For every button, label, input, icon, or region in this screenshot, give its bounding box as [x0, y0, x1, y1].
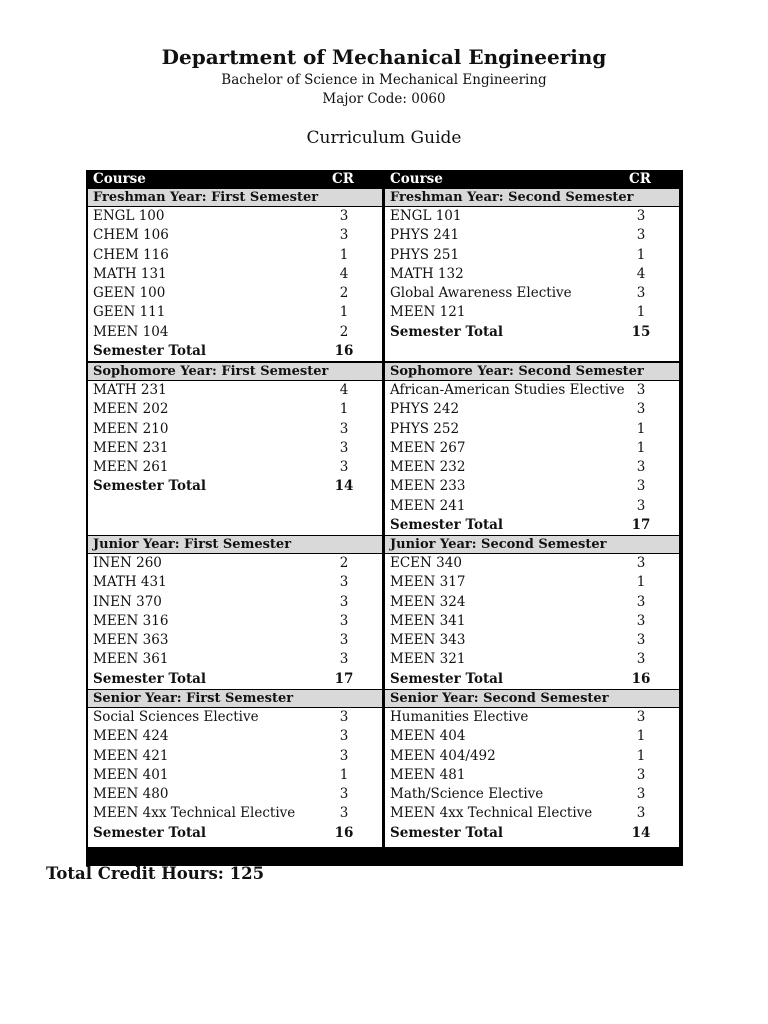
course-row: [385, 631, 679, 650]
course-row: [88, 439, 382, 458]
course-name: MEEN 401: [93, 766, 169, 783]
course-name: MEEN 404: [390, 728, 466, 745]
semester-total-row: [385, 516, 679, 535]
course-name: MEEN 321: [390, 651, 466, 668]
course-credits: 2: [339, 285, 349, 302]
course-row: [88, 303, 382, 322]
course-row: [385, 246, 679, 265]
course-row: [88, 573, 382, 592]
semester-total-value: 16: [334, 824, 354, 841]
semester-title: Freshman Year: First Semester: [88, 189, 382, 207]
semester-block: [385, 189, 679, 361]
course-row: [385, 400, 679, 419]
course-name: Social Sciences Elective: [93, 709, 259, 725]
semester-total-label: Semester Total: [93, 343, 207, 360]
semester-block: [88, 363, 382, 535]
course-name: African-American Studies Elective: [390, 382, 625, 398]
course-credits: 3: [339, 459, 349, 476]
course-credits: 3: [339, 439, 349, 456]
course-row: [385, 284, 679, 303]
course-name: MEEN 480: [93, 786, 169, 803]
semester-block: [88, 189, 382, 361]
course-credits: 3: [339, 805, 349, 822]
semester-total-label: Semester Total: [390, 323, 504, 340]
course-name: Humanities Elective: [390, 709, 529, 725]
right-column: [385, 170, 679, 841]
course-name: MEEN 481: [390, 766, 466, 783]
course-credits: 3: [636, 612, 646, 629]
course-credits: 2: [339, 323, 349, 340]
course-credits: 1: [636, 246, 646, 263]
course-name: MEEN 232: [390, 459, 466, 476]
course-credits: 3: [636, 766, 646, 783]
course-credits: 1: [339, 401, 349, 418]
department-title: Department of Mechanical Engineering: [161, 45, 607, 69]
course-name: INEN 260: [93, 555, 162, 571]
course-credits: 1: [636, 439, 646, 456]
course-row: [385, 554, 679, 573]
course-name: MATH 131: [93, 265, 167, 282]
course-name: PHYS 241: [390, 227, 460, 244]
right-column-header: [385, 170, 679, 188]
semester-block: [88, 536, 382, 689]
semester-block: [385, 536, 679, 689]
course-credits: 2: [339, 555, 349, 571]
semester-total-value: 16: [631, 670, 651, 687]
course-row: [88, 554, 382, 573]
course-credits: 3: [636, 805, 646, 822]
course-name: MEEN 231: [93, 439, 169, 456]
course-row: [88, 265, 382, 284]
semester-total-label: Semester Total: [93, 824, 207, 841]
semester-title: Junior Year: First Semester: [88, 536, 382, 554]
course-row: [88, 246, 382, 265]
course-name: ECEN 340: [390, 555, 462, 571]
course-name: CHEM 106: [93, 227, 169, 244]
course-row: [385, 804, 679, 823]
course-credits: 1: [339, 304, 349, 321]
course-name: MEEN 267: [390, 439, 466, 456]
course-credits: 3: [636, 227, 646, 244]
course-name: MEEN 324: [390, 593, 466, 610]
course-name: MEEN 317: [390, 574, 466, 591]
course-row: [385, 420, 679, 439]
semester-block: [385, 363, 679, 535]
course-credits: 4: [339, 265, 349, 282]
course-row: [88, 650, 382, 669]
course-row: [88, 785, 382, 804]
course-credits: 1: [339, 766, 349, 783]
course-name: MEEN 104: [93, 323, 169, 340]
course-credits: 3: [636, 401, 646, 418]
course-credits: 3: [339, 786, 349, 803]
course-credits: 3: [339, 208, 349, 224]
course-name: MATH 431: [93, 574, 167, 591]
left-column-header: [88, 170, 382, 188]
course-name: MEEN 4xx Technical Elective: [93, 805, 296, 822]
semester-total-row: [385, 670, 679, 689]
course-name: MATH 132: [390, 265, 464, 282]
semester-title: Senior Year: Second Semester: [385, 690, 679, 708]
course-name: Math/Science Elective: [390, 786, 544, 803]
course-credits: 1: [636, 728, 646, 745]
semester-total-row: [385, 323, 679, 342]
curriculum-table: [86, 170, 683, 866]
semester-total-label: Semester Total: [93, 478, 207, 495]
major-code: Major Code: 0060: [322, 91, 446, 107]
course-row: [385, 265, 679, 284]
course-row: [385, 727, 679, 746]
course-credits: 3: [636, 497, 646, 514]
course-row: [88, 727, 382, 746]
course-row: [88, 207, 382, 226]
course-row: [88, 284, 382, 303]
course-name: MEEN 404/492: [390, 747, 496, 764]
course-name: MEEN 316: [93, 612, 169, 629]
course-row: [385, 477, 679, 496]
semester-total-row: [88, 477, 382, 496]
course-credits: 3: [339, 709, 349, 725]
course-credits: 3: [339, 728, 349, 745]
course-row: [385, 708, 679, 727]
course-row: [88, 323, 382, 342]
semester-total-label: Semester Total: [390, 824, 504, 841]
course-row: [385, 650, 679, 669]
semester-total-value: 14: [334, 478, 354, 495]
semester-title: Freshman Year: Second Semester: [385, 189, 679, 207]
degree-subtitle: Bachelor of Science in Mechanical Engineering: [221, 72, 547, 88]
course-row: [385, 573, 679, 592]
course-name: ENGL 101: [390, 208, 462, 224]
course-credits: 3: [339, 420, 349, 437]
course-row: [88, 804, 382, 823]
course-column-label: Course: [390, 171, 443, 187]
course-name: MEEN 341: [390, 612, 466, 629]
course-row: [385, 303, 679, 322]
course-row: [385, 747, 679, 766]
course-credits: 3: [636, 593, 646, 610]
course-row: [88, 593, 382, 612]
course-row: [88, 766, 382, 785]
course-name: PHYS 242: [390, 401, 460, 418]
course-credits: 3: [636, 208, 646, 224]
course-name: MEEN 421: [93, 747, 169, 764]
semester-total-row: [385, 824, 679, 843]
semester-total-value: 14: [631, 824, 651, 841]
course-credits: 3: [636, 786, 646, 803]
course-credits: 3: [339, 574, 349, 591]
course-credits: 4: [636, 265, 646, 282]
cr-column-label: CR: [629, 171, 651, 187]
course-credits: 3: [636, 478, 646, 495]
semester-total-value: 15: [631, 323, 651, 340]
semester-total-label: Semester Total: [390, 670, 504, 687]
course-credits: 3: [636, 382, 646, 398]
course-name: MEEN 343: [390, 632, 466, 649]
course-row: [385, 612, 679, 631]
course-name: MEEN 363: [93, 632, 169, 649]
course-credits: 1: [636, 747, 646, 764]
course-row: [385, 226, 679, 245]
semester-title: Sophomore Year: First Semester: [88, 363, 382, 381]
course-name: MEEN 424: [93, 728, 169, 745]
semester-title: Sophomore Year: Second Semester: [385, 363, 679, 381]
course-credits: 1: [636, 420, 646, 437]
course-row: [88, 458, 382, 477]
curriculum-guide-title: Curriculum Guide: [306, 128, 462, 148]
semester-total-value: 16: [334, 343, 354, 360]
course-row: [385, 207, 679, 226]
course-credits: 3: [339, 747, 349, 764]
semester-total-label: Semester Total: [93, 670, 207, 687]
semester-block: [385, 690, 679, 847]
course-row: [385, 439, 679, 458]
course-row: [88, 400, 382, 419]
course-credits: 3: [636, 285, 646, 302]
semester-total-value: 17: [334, 670, 354, 687]
cr-column-label: CR: [332, 171, 354, 187]
course-name: MEEN 361: [93, 651, 169, 668]
course-credits: 3: [636, 632, 646, 649]
course-name: PHYS 252: [390, 420, 460, 437]
course-row: [88, 747, 382, 766]
course-name: MEEN 261: [93, 459, 169, 476]
semester-block: [88, 690, 382, 847]
course-name: INEN 370: [93, 593, 162, 610]
left-column: [88, 170, 382, 841]
course-name: MEEN 121: [390, 304, 466, 321]
semester-total-label: Semester Total: [390, 517, 504, 534]
course-row: [88, 708, 382, 727]
course-credits: 4: [339, 382, 349, 398]
course-name: MEEN 233: [390, 478, 466, 495]
course-credits: 1: [636, 574, 646, 591]
semester-total-row: [88, 670, 382, 689]
course-name: MEEN 4xx Technical Elective: [390, 805, 593, 822]
semester-title: Junior Year: Second Semester: [385, 536, 679, 554]
course-credits: 1: [339, 246, 349, 263]
course-row: [88, 381, 382, 400]
course-row: [385, 381, 679, 400]
course-credits: 3: [636, 459, 646, 476]
course-name: MEEN 202: [93, 401, 169, 418]
course-name: Global Awareness Elective: [390, 285, 572, 302]
course-name: GEEN 111: [93, 304, 166, 321]
course-row: [385, 593, 679, 612]
course-name: GEEN 100: [93, 285, 166, 302]
course-row: [88, 226, 382, 245]
course-credits: 3: [339, 612, 349, 629]
course-column-label: Course: [93, 171, 146, 187]
course-credits: 3: [339, 593, 349, 610]
course-name: MEEN 210: [93, 420, 169, 437]
course-name: ENGL 100: [93, 208, 165, 224]
semester-title: Senior Year: First Semester: [88, 690, 382, 708]
course-credits: 1: [636, 304, 646, 321]
course-credits: 3: [636, 651, 646, 668]
course-credits: 3: [636, 709, 646, 725]
semester-total-row: [88, 824, 382, 843]
course-row: [385, 497, 679, 516]
course-row: [88, 420, 382, 439]
course-credits: 3: [339, 651, 349, 668]
course-row: [88, 612, 382, 631]
semester-total-value: 17: [631, 517, 651, 534]
course-credits: 3: [636, 555, 646, 571]
semester-total-row: [88, 342, 382, 361]
course-name: CHEM 116: [93, 246, 169, 263]
course-row: [385, 785, 679, 804]
course-credits: 3: [339, 227, 349, 244]
course-name: MATH 231: [93, 382, 167, 398]
course-name: MEEN 241: [390, 497, 466, 514]
course-credits: 3: [339, 632, 349, 649]
course-name: PHYS 251: [390, 246, 460, 263]
course-row: [385, 766, 679, 785]
total-credit-hours: Total Credit Hours: 125: [46, 864, 265, 883]
course-row: [88, 631, 382, 650]
course-row: [385, 458, 679, 477]
